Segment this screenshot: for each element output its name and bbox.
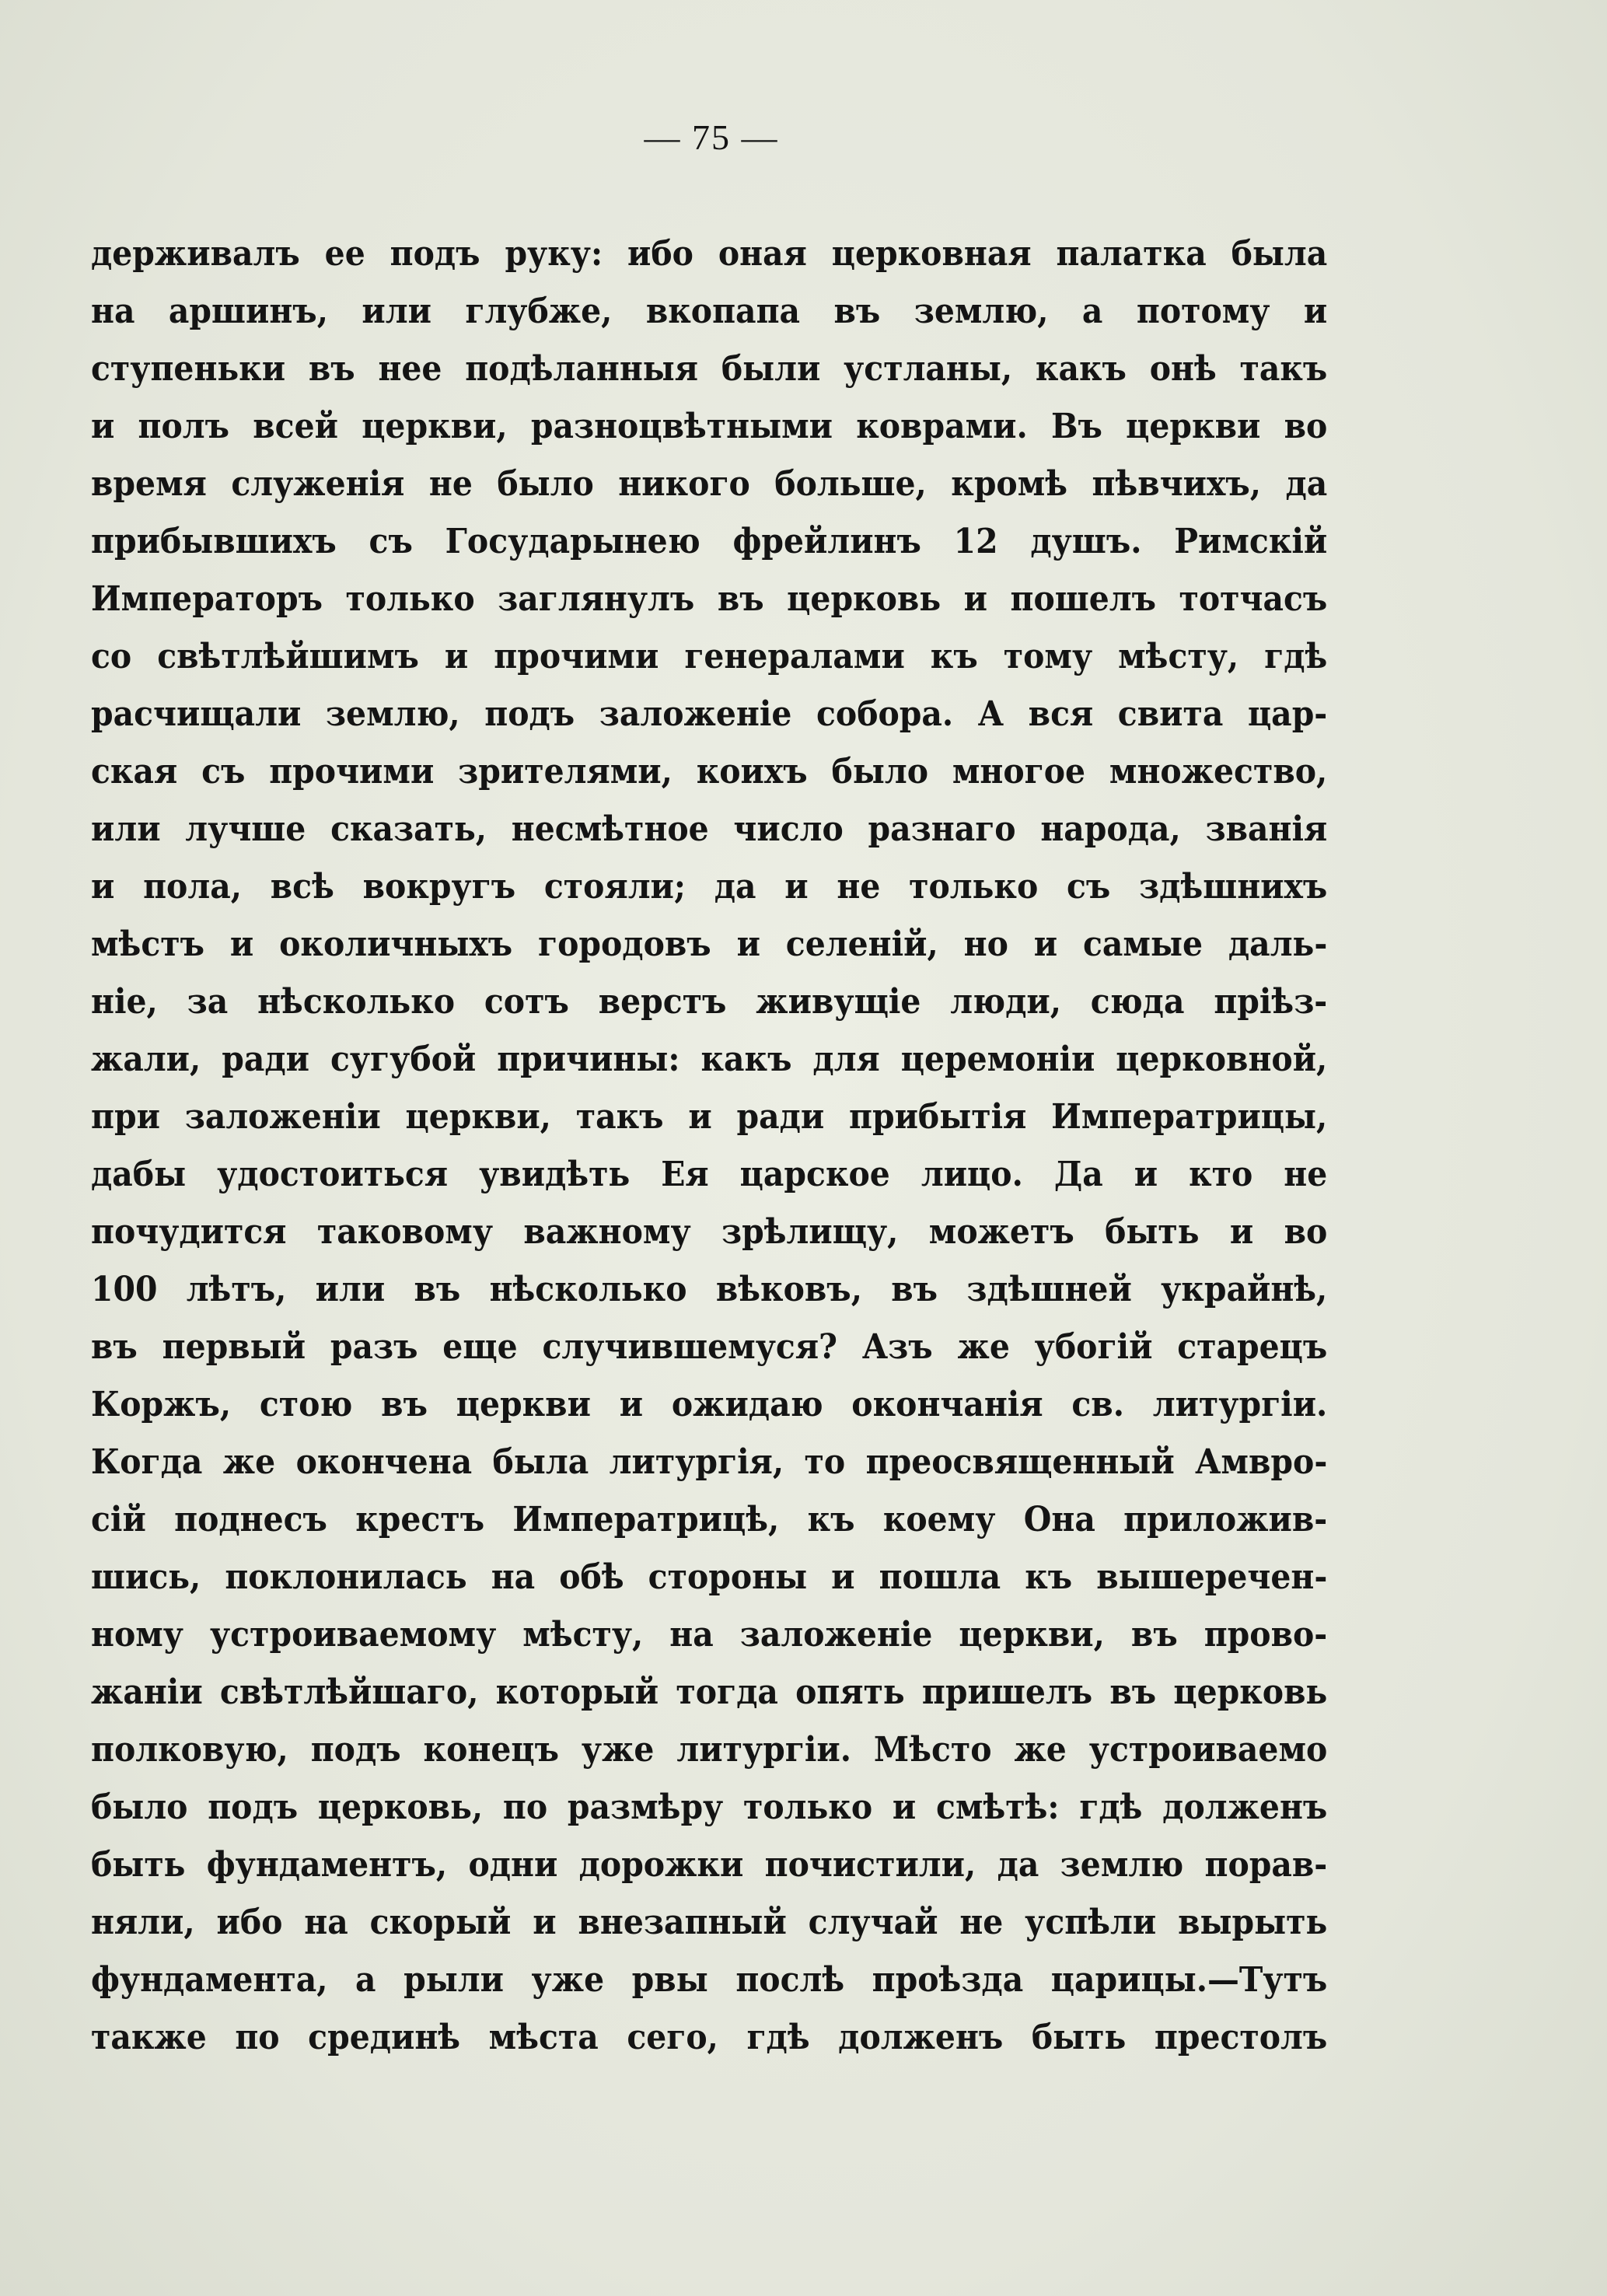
- text-line: держивалъ ее подъ руку: ибо оная церковная палатка была: [91, 234, 1328, 274]
- text-line: 100 лѣтъ, или въ нѣсколько вѣковъ, въ здѣшней украйнѣ,: [91, 1270, 1328, 1309]
- text-line: фундамента, а рыли уже рвы послѣ проѣзда царицы.—Тутъ: [91, 1960, 1328, 2000]
- text-line: и полъ всей церкви, разноцвѣтными коврами. Въ церкви во: [91, 407, 1328, 446]
- text-line: мѣстъ и околичныхъ городовъ и селеній, но и самые даль-: [91, 924, 1328, 964]
- text-line: няли, ибо на скорый и внезапный случай не успѣли вырыть: [91, 1903, 1328, 1942]
- text-line: ніе, за нѣсколько сотъ верстъ живущіе люди, сюда пріѣз-: [91, 982, 1328, 1022]
- text-line: со свѣтлѣйшимъ и прочими генералами къ тому мѣсту, гдѣ: [91, 637, 1328, 676]
- text-line: сій поднесъ крестъ Императрицѣ, къ коему Она приложив-: [91, 1500, 1328, 1539]
- text-line: было подъ церковь, по размѣру только и смѣтѣ: гдѣ долженъ: [91, 1788, 1328, 1827]
- text-line: полковую, подъ конецъ уже литургіи. Мѣсто же устроиваемо: [91, 1730, 1328, 1770]
- text-line: ступеньки въ нее подѣланныя были устланы, какъ онѣ такъ: [91, 349, 1328, 389]
- text-line: также по срединѣ мѣста сего, гдѣ долженъ быть престолъ: [91, 2018, 1328, 2057]
- text-line: Коржъ, стою въ церкви и ожидаю окончанія св. литургіи.: [91, 1385, 1328, 1424]
- text-line: Императоръ только заглянулъ въ церковь и пошелъ тотчасъ: [91, 579, 1328, 619]
- text-line: и пола, всѣ вокругъ стояли; да и не только съ здѣшнихъ: [91, 867, 1328, 907]
- text-line: шись, поклонилась на обѣ стороны и пошла къ вышеречен-: [91, 1557, 1328, 1597]
- text-line: жаніи свѣтлѣйшаго, который тогда опять пришелъ въ церковь: [91, 1672, 1328, 1712]
- text-line: дабы удостоиться увидѣть Ея царское лицо. Да и кто не: [91, 1155, 1328, 1194]
- page-number: — 75 —: [644, 117, 779, 157]
- page-body-text: [91, 225, 1327, 2067]
- text-line: или лучше сказать, несмѣтное число разнаго народа, званія: [91, 809, 1328, 849]
- text-line: время служенія не было никого больше, кромѣ пѣвчихъ, да: [91, 464, 1328, 504]
- text-line: ская съ прочими зрителями, коихъ было многое множество,: [91, 752, 1328, 792]
- text-line: Когда же окончена была литургія, то преосвященный Амвро-: [91, 1442, 1328, 1482]
- text-line: жали, ради сугубой причины: какъ для церемоніи церковной,: [91, 1040, 1328, 1079]
- text-line: ному устроиваемому мѣсту, на заложеніе церкви, въ прово-: [91, 1615, 1328, 1655]
- text-line: на аршинъ, или глубже, вкопапа въ землю, а потому и: [91, 292, 1328, 331]
- text-line: почудится таковому важному зрѣлищу, можетъ быть и во: [91, 1212, 1328, 1252]
- text-line: прибывшихъ съ Государынею фрейлинъ 12 душъ. Римскій: [91, 522, 1328, 561]
- text-line: расчищали землю, подъ заложеніе собора. А вся свита цар-: [91, 694, 1328, 734]
- text-line: при заложеніи церкви, такъ и ради прибытія Императрицы,: [91, 1097, 1328, 1137]
- text-line: быть фундаментъ, одни дорожки почистили, да землю порав-: [91, 1845, 1328, 1885]
- text-line: въ первый разъ еще случившемуся? Азъ же убогій старецъ: [91, 1327, 1328, 1367]
